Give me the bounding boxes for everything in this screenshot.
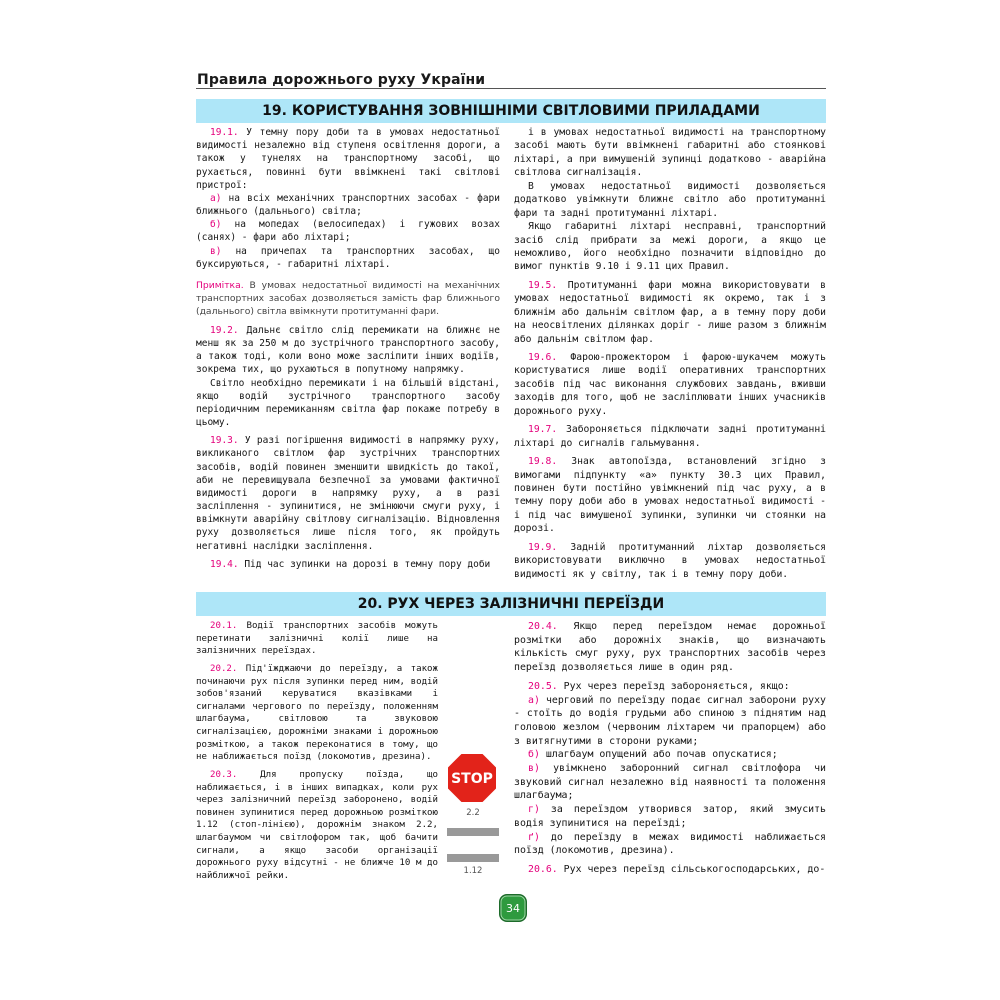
stop-line-marking-icon	[447, 828, 499, 836]
clause-number: 20.5.	[528, 680, 558, 692]
clause-text: Під'їжджаючи до переїзду, а також починаючи рух після зупинки перед ним, водій зобов'язаний керуватися вказівками і сигналами чергового по переїзду, положенням шлагбаума, світловою та звуковою сигналізацією, дорожніми знаками і дорожньою розміткою, а також переконатися в тому, що не наближається поїзд (локомотив, дрезина).	[196, 663, 438, 763]
paragraph	[196, 218, 500, 244]
road-signs	[446, 752, 500, 876]
header-divider	[196, 88, 826, 89]
clause-text: на причепах та транспортних засобах, що буксируються, - габаритні ліхтарі.	[196, 245, 500, 270]
clause-text: Фарою-прожектором і фарою-шукачем можуть користуватися лише водії оперативних транспортних засобів під час виконання службових завдань, вживши заходів для того, щоб не засліплювати інших учасників дорожнього руху.	[514, 352, 826, 417]
clause-number: в)	[528, 763, 540, 775]
paragraph	[514, 180, 826, 220]
paragraph	[514, 279, 826, 346]
clause-text: Водії транспортних засобів можуть перетинати залізничні колії лише на залізничних переїздах.	[196, 621, 438, 657]
clause-number: 20.1.	[210, 621, 238, 631]
paragraph	[514, 762, 826, 803]
clause-number: 19.2.	[210, 324, 239, 336]
section-19-left-column	[196, 126, 500, 571]
clause-text: Рух через переїзд сільськогосподарських, до-	[557, 863, 826, 875]
paragraph	[514, 126, 826, 180]
paragraph	[514, 620, 826, 675]
paragraph	[196, 434, 500, 553]
page-number: 34	[506, 902, 520, 915]
clause-text: черговий по переїзду подає сигнал заборони руху - стоїть до водія грудьми або спиною з піднятим над головою жезлом (червоним ліхтарем чи прапорцем) або з витягнутими в сторони руками;	[514, 694, 826, 747]
clause-number: 19.6.	[528, 352, 558, 363]
clause-number: Примітка.	[196, 279, 244, 291]
section-20-title: 20. РУХ ЧЕРЕЗ ЗАЛІЗНИЧНІ ПЕРЕЇЗДИ	[196, 592, 826, 616]
clause-text: Дальнє світло слід перемикати на ближнє не менш як за 250 м до зустрічного транспортного засобу, а також тоді, коли воно може засліпити інших водіїв, зокрема тих, що рухаються в попутному напрямку.	[196, 324, 500, 376]
clause-number: 19.7.	[528, 424, 558, 436]
paragraph	[196, 126, 500, 192]
clause-text: Задній протитуманний ліхтар дозволяється використовувати виключно в умовах недостатньої видимості як у світлу, так і в темну пору доби.	[514, 541, 826, 580]
section-19-title: 19. КОРИСТУВАННЯ ЗОВНІШНІМИ СВІТЛОВИМИ ПРИЛАДАМИ	[196, 99, 826, 123]
clause-number: 19.5.	[528, 279, 558, 291]
section-20-left-column	[196, 620, 438, 883]
paragraph	[514, 541, 826, 581]
section-20-right-column	[514, 620, 826, 877]
paragraph	[196, 192, 500, 218]
stop-sign-caption: 2.2	[466, 808, 480, 818]
paragraph	[196, 620, 438, 658]
paragraph	[514, 863, 826, 877]
clause-text: В умовах недостатньої видимості дозволяється додатково увімкнути ближнє світло або протитуманні фари та задні протитуманні ліхтарі.	[514, 180, 826, 219]
clause-text: шлагбаум опущений або почав опускатися;	[539, 749, 778, 761]
marking-caption: 1.12	[463, 866, 483, 876]
paragraph	[514, 748, 826, 762]
paragraph	[514, 455, 826, 536]
paragraph	[514, 803, 826, 830]
clause-text: Під час зупинки на дорозі в темну пору доби	[238, 558, 491, 570]
clause-text: В умовах недостатньої видимості на механічних транспортних засобах дозволяється замість фар ближнього (дальнього) світла ввімкнути протитуманні фари.	[196, 279, 500, 317]
page-number-badge	[498, 893, 528, 923]
clause-number: 19.3.	[210, 435, 239, 447]
clause-text: Забороняється підключати задні протитуманні ліхтарі до сигналів гальмування.	[514, 424, 826, 449]
section-19-right-column	[514, 126, 826, 581]
paragraph	[196, 663, 438, 764]
paragraph	[514, 220, 826, 274]
paragraph	[514, 351, 826, 418]
clause-text: Якщо перед переїздом немає дорожньої розмітки або дорожніх знаків, що визначають кількість смуг руху, рух транспортних засобів через переїзд дозволяється лише в один ряд.	[514, 621, 826, 674]
clause-text: У темну пору доби та в умовах недостатньої видимості незалежно від ступеня освітлення дороги, а також у тунелях на транспортному засобі, що рухається, повинні бути ввімкнені такі світлові пристрої:	[196, 127, 500, 191]
clause-text: Якщо габаритні ліхтарі несправні, транспортний засіб слід прибрати за межі дороги, а якщо це неможливо, його необхідно позначити відповідно до вимог пунктів 9.10 і 9.11 цих Правил.	[514, 221, 826, 273]
paragraph	[196, 558, 500, 571]
paragraph	[196, 377, 500, 430]
clause-number: б)	[528, 749, 540, 761]
clause-text: на всіх механічних транспортних засобах - фари ближнього (дальнього) світла;	[196, 192, 500, 218]
clause-number: в)	[210, 245, 222, 257]
clause-number: 19.9.	[528, 541, 558, 553]
paragraph	[514, 831, 826, 858]
clause-number: а)	[210, 192, 222, 204]
clause-text: до переїзду в межах видимості наближається поїзд (локомотив, дрезина).	[514, 831, 826, 857]
clause-number: 20.2.	[210, 663, 238, 674]
clause-text: увімкнено заборонний сигнал світлофора чи звуковий сигнал незалежно від наявності та положення шлагбаума;	[514, 763, 826, 802]
paragraph	[514, 423, 826, 450]
clause-number: 20.4.	[528, 621, 558, 632]
clause-number: 20.6.	[528, 863, 558, 875]
clause-text: за переїздом утворився затор, який змусить водія зупинитися на переїзді;	[514, 804, 826, 829]
clause-text: Рух через переїзд забороняється, якщо:	[557, 680, 790, 692]
clause-text: на мопедах (велосипедах) і гужових возах (санях) - фари або ліхтарі;	[196, 219, 500, 244]
clause-text: Світло необхідно перемикати і на більшій відстані, якщо водій зустрічного транспортного засобу періодичним перемиканням світла фар покаже потребу в цьому.	[196, 377, 500, 429]
clause-text: У разі погіршення видимості в напрямку руху, викликаного світлом фар зустрічних транспортних засобів, водій повинен зменшити швидкість до такої, аби не перевищувала безпечної за умовами фактичної видимості дороги в напрямку руху, а в разі засліплення - зупинитися, не змінюючи смуги руху, і ввімкнути аварійну світлову сигналізацію. Відновлення руху дозволяється лише після того, як пройдуть негативні наслідки засліплення.	[196, 435, 500, 552]
book-title: Правила дорожнього руху України	[197, 72, 486, 88]
paragraph	[196, 769, 438, 883]
clause-number: 20.3.	[210, 769, 238, 780]
clause-number: 19.8.	[528, 456, 558, 468]
clause-number: а)	[528, 694, 540, 706]
clause-text: Для пропуску поїзда, що наближається, і в інших випадках, коли рух через залізничний переїзд заборонено, водій повинен зупинитися перед дорожньою розміткою 1.12 (стоп-лінією), дорожнім знаком 2.2, шлагбаумом чи світлофором так, щоб бачити сигнали, а якщо засоби організації дорожнього руху відсутні - не ближче 10 м до найближчої рейки.	[196, 769, 438, 881]
stop-sign-text: STOP	[451, 771, 493, 787]
clause-text: Знак автопоїзда, встановлений згідно з вимогами підпункту «а» пункту 30.3 цих Правил, повинен бути постійно увімкнений під час руху, а в темну пору доби або в умовах недостатньої видимості - і під час вимушеної зупинки, зупинки чи стоянки на дорозі.	[514, 456, 826, 535]
paragraph	[514, 680, 826, 694]
paragraph	[514, 694, 826, 749]
clause-number: ґ)	[528, 831, 540, 843]
clause-number: б)	[210, 219, 222, 231]
clause-number: 19.4.	[210, 558, 239, 570]
clause-text: Протитуманні фари можна використовувати в умовах недостатньої видимості як окремо, так і з ближнім або дальнім світлом фар, а в темну пору доби на неосвітлених ділянках доріг - лише разом з ближнім або дальнім світлом фар.	[514, 279, 826, 345]
stop-line-marking-icon-2	[447, 854, 499, 862]
paragraph	[196, 245, 500, 271]
paragraph	[196, 279, 500, 318]
clause-number: 19.1.	[210, 127, 239, 138]
clause-text: і в умовах недостатньої видимості на транспортному засобі мають бути ввімкнені габаритні або стоянкові ліхтарі, а при вимушеній зупинці додатково - аварійна світлова сигналізація.	[514, 127, 826, 179]
paragraph	[196, 324, 500, 377]
stop-sign-icon	[446, 752, 498, 804]
clause-number: г)	[528, 804, 540, 816]
